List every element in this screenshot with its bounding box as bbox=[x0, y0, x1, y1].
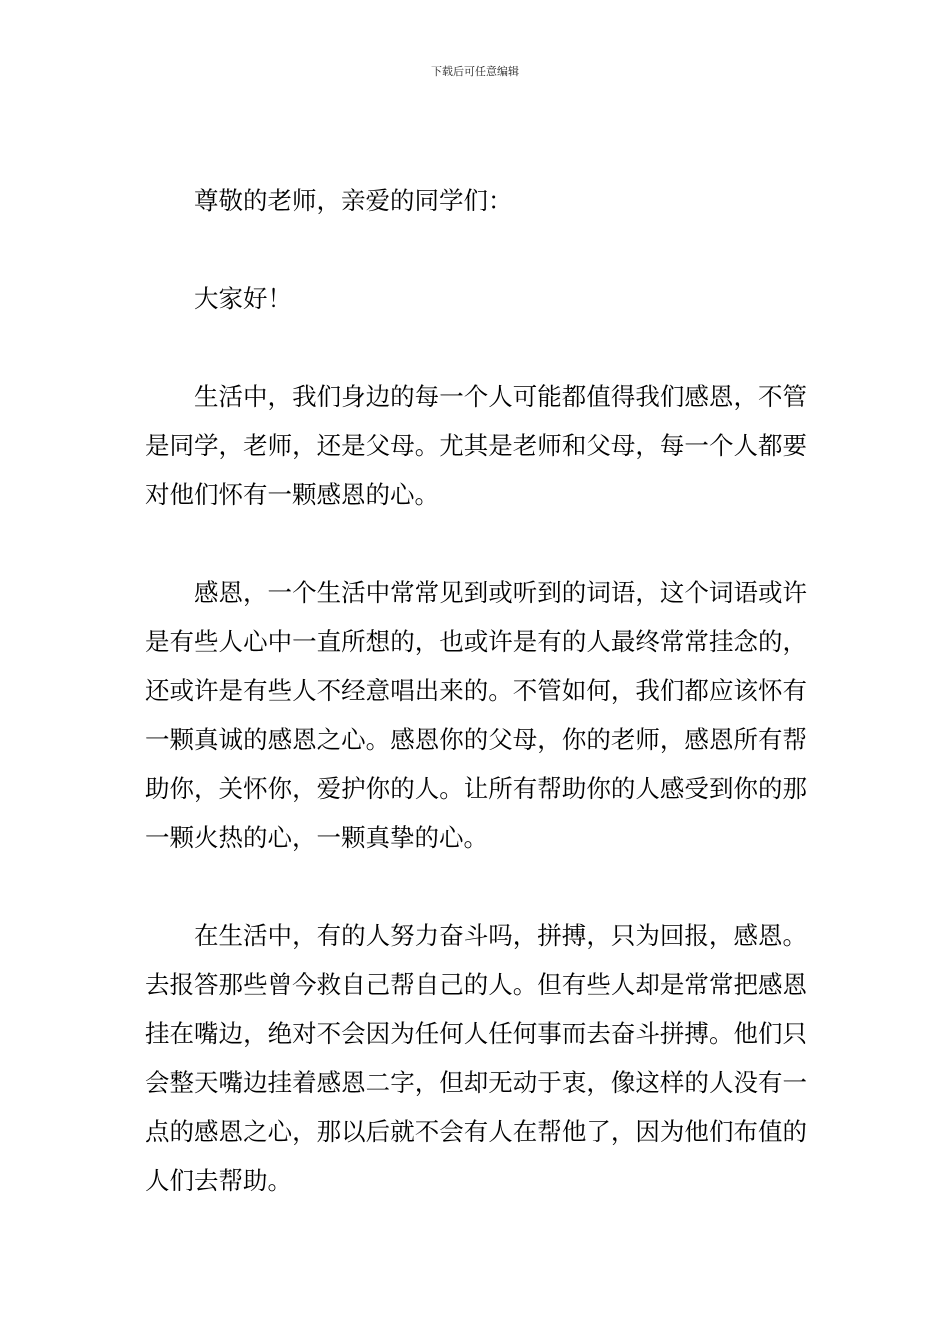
paragraph-2: 感恩，一个生活中常常见到或听到的词语，这个词语或许是有些人心中一直所想的，也或许是有的人最终常常挂念的，还或许是有些人不经意唱出来的。不管如何，我们都应该怀有一颗真诚的感恩之心。感恩你的父母，你的老师，感恩所有帮助你，关怀你，爱护你的人。让所有帮助你的人感受到你的那一颗火热的心，一颗真挚的心。 bbox=[145, 578, 807, 852]
page-header: 下载后可任意编辑 bbox=[431, 65, 519, 78]
greeting: 大家好！ bbox=[194, 284, 292, 313]
document-body bbox=[145, 176, 807, 1205]
paragraph-1: 生活中，我们身边的每一个人可能都值得我们感恩，不管是同学，老师，还是父母。尤其是老师和父母，每一个人都要对他们怀有一颗感恩的心。 bbox=[145, 382, 807, 509]
salutation: 尊敬的老师，亲爱的同学们： bbox=[194, 186, 513, 215]
paragraph-3: 在生活中，有的人努力奋斗吗，拼搏，只为回报，感恩。去报答那些曾今救自己帮自己的人。但有些人却是常常把感恩挂在嘴边，绝对不会因为任何人任何事而去奋斗拼搏。他们只会整天嘴边挂着感恩二字，但却无动于衷，像这样的人没有一点的感恩之心，那以后就不会有人在帮他了，因为他们布值的人们去帮助。 bbox=[145, 921, 807, 1195]
